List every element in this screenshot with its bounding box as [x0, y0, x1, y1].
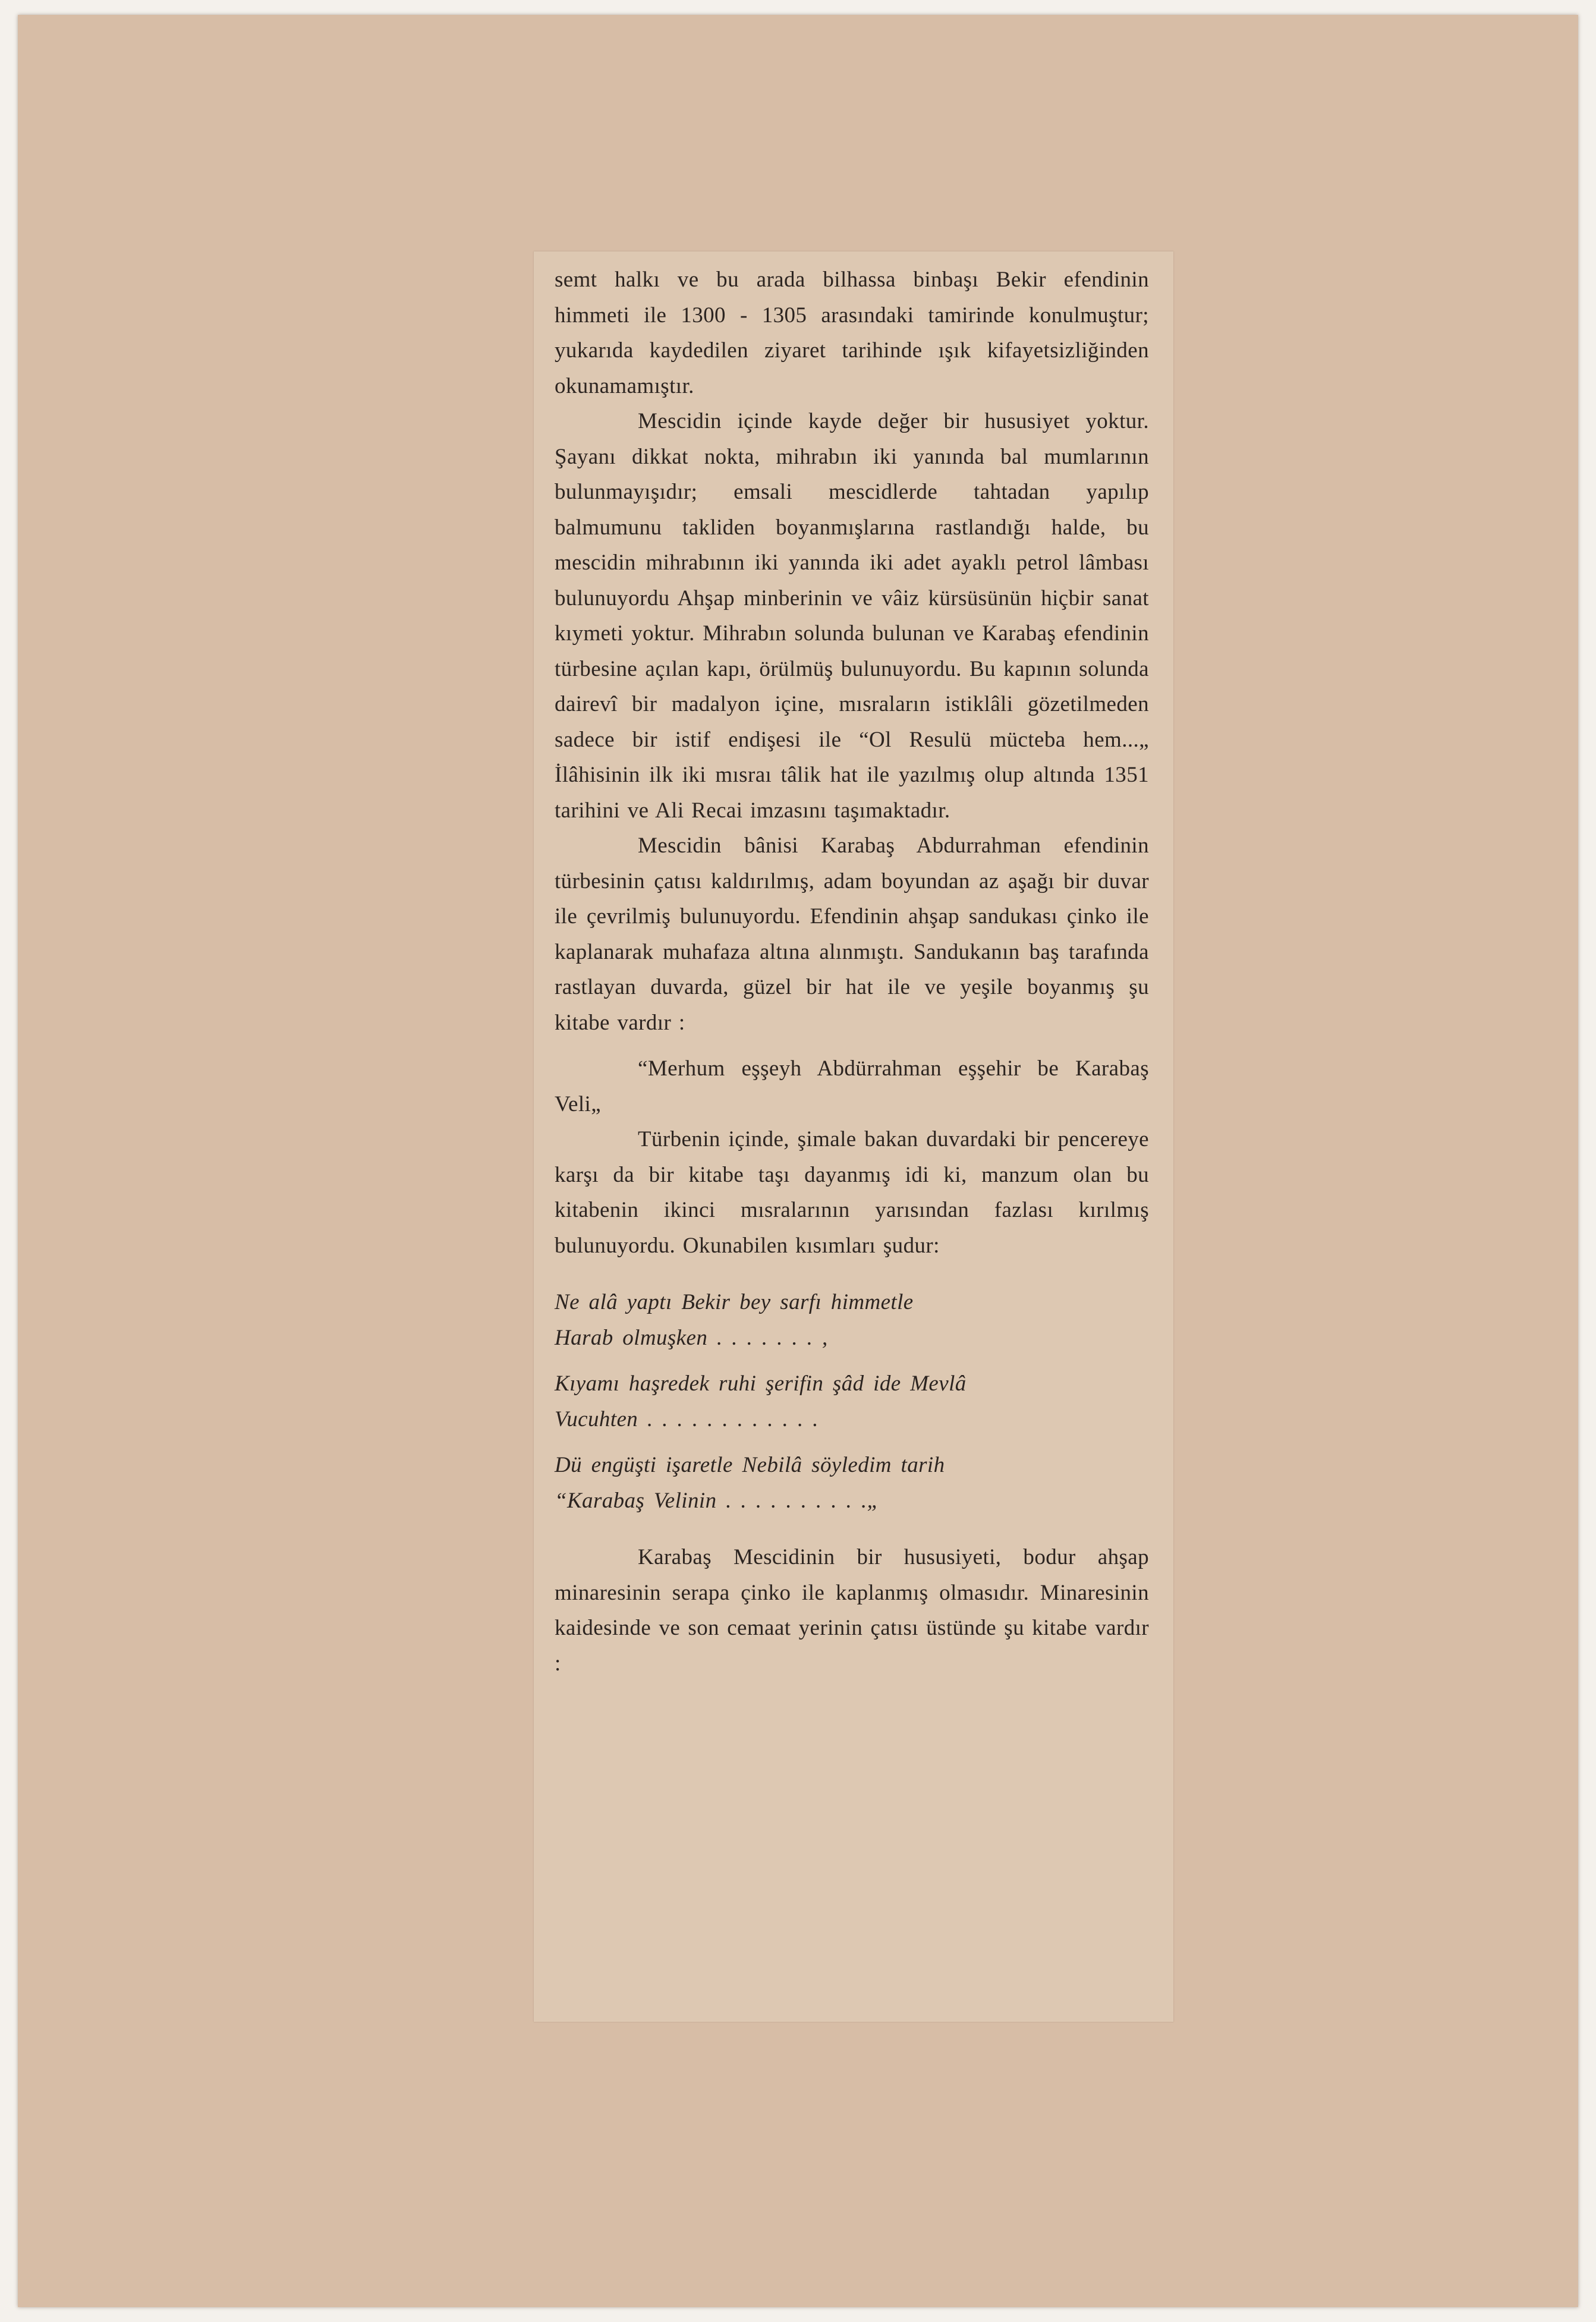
paragraph-1: semt halkı ve bu arada bilhassa binbaşı Bekir efendinin himmeti ile 1300 - 1305 arasındaki tamirinde konulmuştur; yukarıda kaydedilen ziyaret tarihinde ışık kifayetsizliğinden okunamamıştır. [555, 268, 1149, 398]
poem-line: Harab olmuşken . . . . . . . , [555, 1325, 828, 1350]
paragraph-2: Mescidin içinde kayde değer bir hususiyet yoktur. Şayanı dikkat nokta, mihrabın iki yanında bal mumlarının bulunmayışıdır; emsali mescidlerde tahtadan yapılıp balmumunu takliden boyanmışlarına rastlandığı halde, bu mescidin mihrabının iki yanında iki adet ayaklı petrol lâmbası bulunuyordu Ahşap minberinin ve vâiz kürsüsünün hiçbir sanat kıymeti yoktur. Mihrabın solunda bulunan ve Karabaş efendinin türbesine açılan kapı, örülmüş bulunuyordu. Bu kapının solunda dairevî bir madalyon içine, mısraların istiklâli gözetilmeden sadece bir istif endişesi ile “Ol Resulü mücteba hem...„ İlâhisinin ilk iki mısraı tâlik hat ile yazılmış olup altında 1351 tarihini ve Ali Recai imzasını taşımaktadır. [555, 409, 1149, 823]
poem-line: “Karabaş Velinin . . . . . . . . . .„ [555, 1488, 880, 1513]
spacer [555, 1437, 1149, 1448]
spacer [555, 1263, 1149, 1285]
paragraph-3: Mescidin bânisi Karabaş Abdurrahman efendinin türbesinin çatısı kaldırılmış, adam boyundan az aşağı bir duvar ile çevrilmiş bulunuyordu. Efendinin ahşap sandukası çinko ile kaplanarak muhafaza altına alınmıştı. Sandukanın baş tarafında rastlayan duvarda, güzel bir hat ile ve yeşile boyanmış şu kitabe vardır : [555, 833, 1149, 1035]
inscription-quote: “Merhum eşşeyh Abdürrahman eşşehir be Karabaş Veli„ [555, 1056, 1149, 1116]
spacer [555, 1355, 1149, 1366]
poem-block [555, 1285, 1149, 1518]
newspaper-clipping [534, 251, 1173, 2022]
poem-line: Ne alâ yaptı Bekir bey sarfı himmetle [555, 1290, 914, 1314]
spacer [555, 1040, 1149, 1051]
spacer [555, 1518, 1149, 1540]
paragraph-4: Türbenin içinde, şimale bakan duvardaki bir pencereye karşı da bir kitabe taşı dayanmış idi ki, manzum olan bu kitabenin ikinci mısralarının yarısından fazlası kırılmış bulunuyordu. Okunabilen kısımları şudur: [555, 1127, 1149, 1258]
closing-paragraph: Karabaş Mescidinin bir hususiyeti, bodur ahşap minaresinin serapa çinko ile kaplanmış olmasıdır. Minaresinin kaidesinde ve son cemaat yerinin çatısı üstünde şu kitabe vardır : [555, 1545, 1149, 1676]
mounting-board [18, 15, 1578, 2307]
article-column [555, 262, 1149, 1681]
poem-line: Vucuhten . . . . . . . . . . . . [555, 1407, 819, 1431]
poem-line: Kıyamı haşredek ruhi şerifin şâd ide Mevlâ [555, 1371, 967, 1396]
poem-line: Dü engüşti işaretle Nebilâ söyledim tarih [555, 1453, 945, 1477]
